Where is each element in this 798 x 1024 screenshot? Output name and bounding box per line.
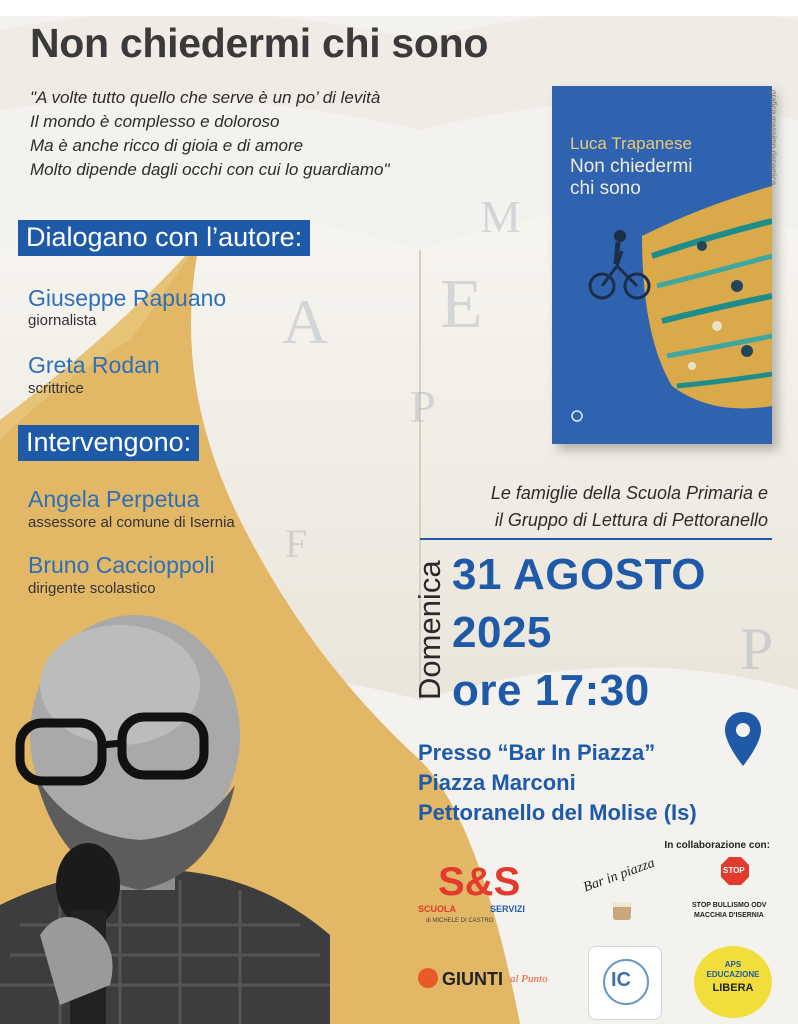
- logo-text: STOP BULLISMO ODV: [692, 902, 767, 909]
- decorative-letter: P: [410, 381, 436, 432]
- graphic-credit: grafica massimo danamica: [769, 90, 778, 186]
- speaker-role: dirigente scolastico: [28, 580, 156, 597]
- venue-line: Pettoranello del Molise (Is): [418, 800, 697, 825]
- coffee-cup-icon: [608, 894, 638, 924]
- organizers-line: Le famiglie della Scuola Primaria e: [490, 483, 768, 503]
- book-cover: [552, 86, 772, 444]
- event-time: ore 17:30: [452, 666, 650, 715]
- dialogue-person-name: Giuseppe Rapuano: [28, 285, 227, 311]
- logo-text: Bar in piazza: [581, 855, 657, 896]
- event-date: 31 AGOSTO: [452, 550, 706, 599]
- logo-text: STOP: [723, 866, 745, 875]
- logo-text: IC: [611, 969, 631, 991]
- decorative-letter: F: [285, 521, 308, 566]
- decorative-letter: A: [282, 286, 329, 357]
- location-pin-icon: [722, 710, 764, 768]
- quote-line: Il mondo è complesso e doloroso: [30, 112, 280, 131]
- dialogue-person-role: scrittrice: [28, 380, 84, 397]
- collaboration-label: In collaborazione con:: [664, 840, 770, 851]
- quote-block: [30, 86, 389, 182]
- logo-text: APS: [724, 960, 742, 969]
- book-author: Luca Trapanese: [570, 134, 692, 153]
- speaker-role: assessore al comune di Isernia: [28, 514, 235, 531]
- aps-educazione-libera-logo: [694, 946, 772, 1018]
- venue-line: Piazza Marconi: [418, 770, 576, 795]
- speaker-name: Angela Perpetua: [28, 486, 200, 512]
- logo-text: SCUOLA: [418, 904, 456, 914]
- logo-text: MACCHIA D'ISERNIA: [694, 912, 764, 919]
- author-photo: [0, 605, 330, 1024]
- decorative-letter: E: [440, 266, 483, 343]
- quote-line: Molto dipende dagli occhi con cui lo guardiamo": [30, 160, 390, 179]
- logo-text: al Punto: [510, 973, 548, 985]
- decorative-letter: M: [480, 191, 521, 242]
- event-year: 2025: [452, 608, 552, 657]
- speaker-name: Bruno Caccioppoli: [28, 552, 215, 578]
- venue-line: Presso “Bar In Piazza”: [418, 740, 656, 765]
- stop-bullismo-logo: [692, 856, 782, 928]
- quote-line: Ma è anche ricco di gioia e di amore: [30, 136, 304, 155]
- organizers-text: [491, 480, 768, 534]
- logo-text: EDUCAZIONE: [706, 970, 760, 979]
- event-title: Non chiedermi chi sono: [30, 20, 489, 66]
- dialogue-person-name: Greta Rodan: [28, 352, 160, 378]
- organizers-line: il Gruppo di Lettura di Pettoranello: [494, 510, 768, 530]
- logo-text: SERVIZI: [490, 904, 525, 914]
- book-title-line: chi sono: [570, 178, 641, 199]
- logo-text: GIUNTI: [442, 969, 503, 989]
- logo-text: di MICHELE DI CASTRO: [426, 918, 494, 924]
- bar-in-piazza-logo: [580, 855, 660, 928]
- decorative-letter: P: [740, 616, 774, 682]
- giunti-mark-icon: [418, 968, 438, 988]
- speakers-label: Intervengono:: [18, 425, 199, 461]
- top-strip: [0, 0, 798, 16]
- scuola-servizi-logo: [418, 860, 543, 932]
- book-cover-illustration: [552, 86, 772, 444]
- ic-logo: [588, 946, 662, 1020]
- giunti-logo: [418, 968, 568, 994]
- quote-line: "A volte tutto quello che serve è un po’ di levità: [30, 88, 381, 107]
- divider-rule: [420, 538, 772, 540]
- event-weekday: Domenica: [412, 560, 447, 700]
- book-title-line: Non chiedermi: [570, 156, 693, 177]
- dialogue-person-role: giornalista: [28, 312, 97, 329]
- logo-mark: S&S: [438, 860, 521, 904]
- dialogue-label: Dialogano con l’autore:: [18, 220, 310, 256]
- logo-text: LIBERA: [712, 982, 754, 994]
